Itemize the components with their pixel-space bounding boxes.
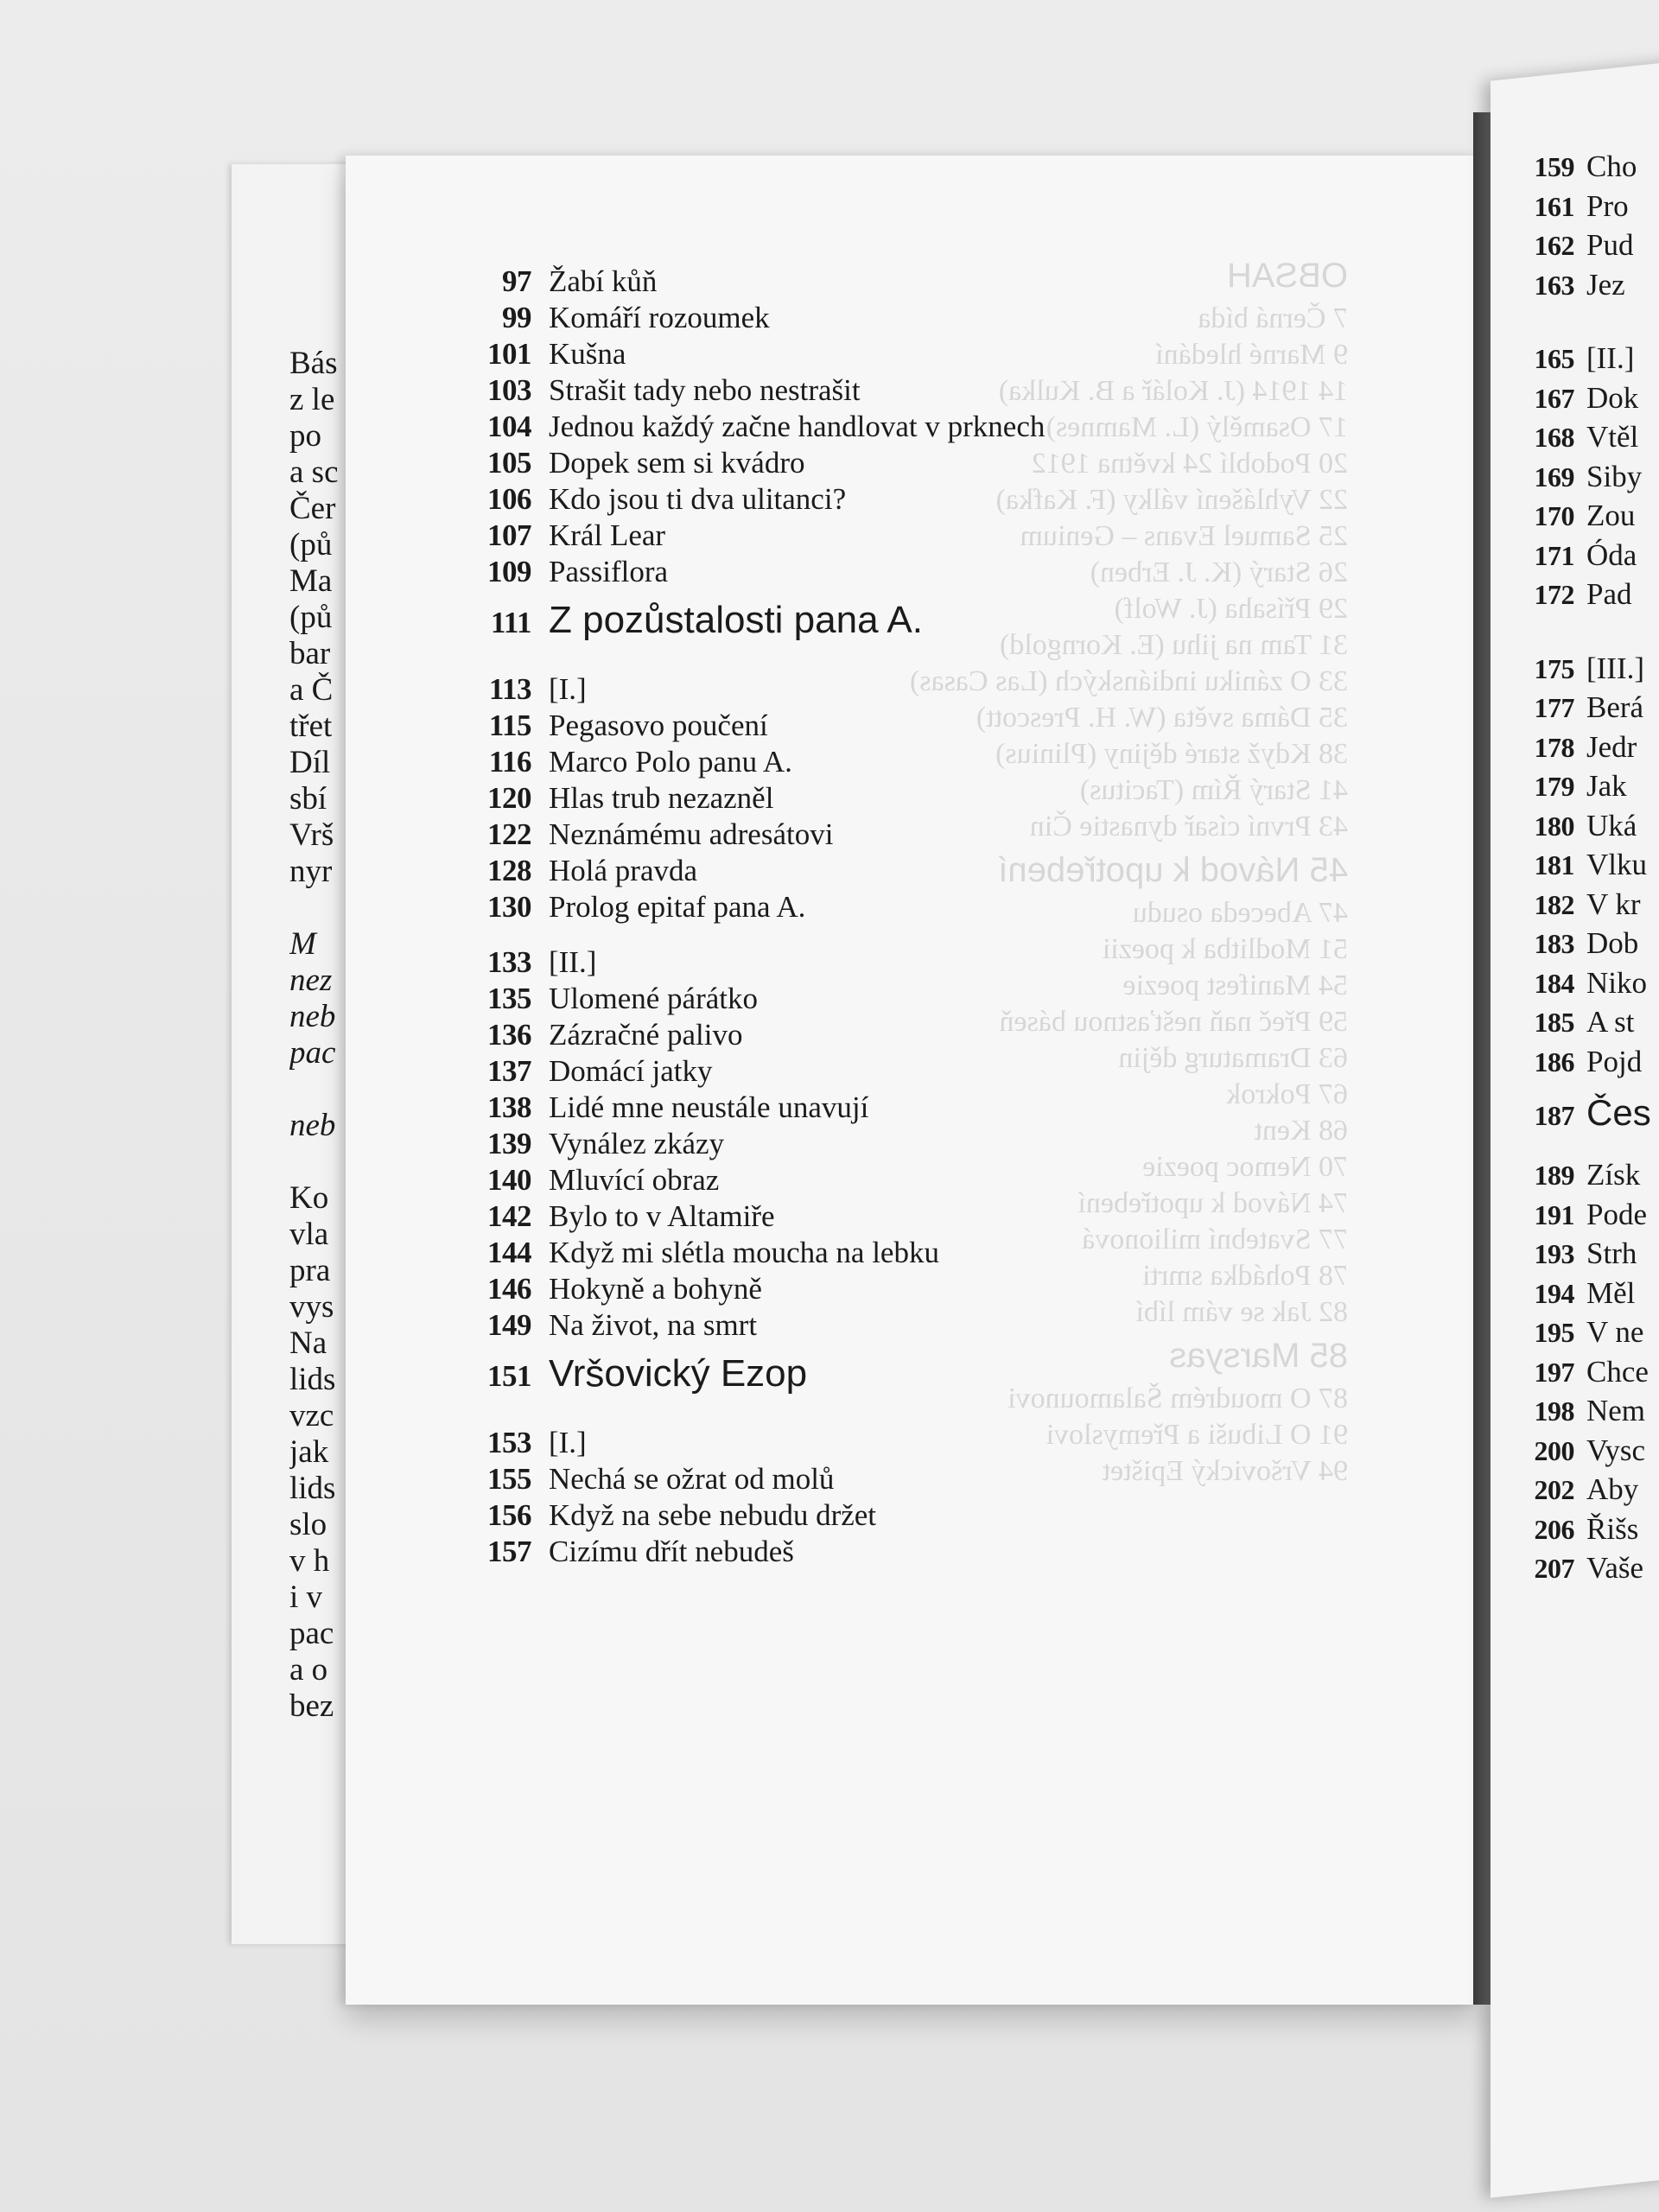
flap-text-line: pac	[289, 1616, 334, 1651]
toc-gap	[1529, 321, 1659, 339]
toc-page-number: 198	[1534, 1395, 1574, 1427]
toc-page-number: 165	[1534, 343, 1574, 374]
toc-page-number: 179	[1534, 771, 1574, 802]
toc-entry-title: Neznámému adresátovi	[549, 817, 834, 851]
toc-page-number: 169	[1534, 461, 1574, 493]
toc-page-number: 101	[487, 337, 531, 371]
flap-text-line: Čer	[289, 491, 336, 526]
toc-page-number: 195	[1534, 1317, 1574, 1348]
toc-entry-title: Chce	[1586, 1354, 1649, 1389]
ghost-line: 54 Manifest poezie	[1122, 969, 1348, 1001]
toc-section-title: Čes	[1586, 1092, 1651, 1133]
facing-page-toc	[1529, 147, 1659, 1745]
ghost-section: 45 Návod k upotřebení	[998, 851, 1348, 889]
toc-section-heading	[1529, 1093, 1659, 1145]
ghost-line: 59 Přeč naň nešťastnou báseň	[999, 1006, 1348, 1038]
toc-page-number: 116	[488, 745, 531, 779]
ghost-line: 67 Pokrok	[1226, 1078, 1348, 1110]
book-spine-edge	[1473, 112, 1492, 2005]
toc-entry	[1529, 147, 1659, 187]
toc-entry	[445, 944, 1102, 981]
toc-entry-title: Vaše	[1586, 1551, 1644, 1585]
toc-entry-title: [I.]	[549, 1426, 587, 1459]
flap-text-line: lids	[289, 1362, 336, 1397]
toc-entry-title: Žabí kůň	[549, 264, 658, 298]
toc-entry-title: Prolog epitaf pana A.	[549, 890, 806, 924]
toc-page-number: 146	[487, 1272, 531, 1306]
toc-entry-title: Pro	[1586, 188, 1629, 223]
ghost-line: 20 Podoblí 24 května 1912	[1031, 448, 1348, 480]
toc-entry-title: Lidé mne neustále unavují	[549, 1090, 869, 1124]
toc-section-title: Vršovický Ezop	[549, 1352, 808, 1395]
toc-page-number: 106	[487, 482, 531, 516]
toc-entry	[445, 1425, 1102, 1461]
toc-entry	[1529, 1042, 1659, 1082]
flap-text-line: (pů	[289, 527, 333, 563]
ghost-line: 26 Starý (K. J. Erben)	[1090, 556, 1348, 588]
toc-entry	[445, 518, 1102, 554]
toc-page-number: 162	[1534, 230, 1574, 261]
toc-page-number: 170	[1534, 500, 1574, 531]
toc-entry	[1529, 187, 1659, 226]
toc-page-number: 191	[1534, 1198, 1574, 1230]
toc-entry	[1529, 378, 1659, 418]
toc-entry	[1529, 1234, 1659, 1274]
ghost-line: 78 Pohádka smrti	[1142, 1260, 1348, 1292]
toc-entry	[445, 409, 1102, 445]
toc-entry-title: Vlku	[1586, 848, 1647, 881]
flap-text-line: a sc	[289, 454, 339, 490]
toc-entry-title: Pojd	[1586, 1044, 1643, 1078]
toc-entry	[1529, 1431, 1659, 1471]
toc-entry-title: Komáří rozoumek	[549, 301, 770, 334]
toc-entry-title: [I.]	[549, 672, 587, 706]
toc-entry	[1529, 1470, 1659, 1510]
ghost-line: 51 Modlitba k poezii	[1102, 933, 1348, 965]
flap-gap	[289, 1071, 350, 1108]
toc-entry	[445, 817, 1102, 853]
toc-entry-title: Nechá se ožrat od molů	[549, 1462, 835, 1496]
flap-text-line: vys	[289, 1289, 334, 1325]
toc-entry-title: Zázračné palivo	[549, 1018, 743, 1052]
toc-page-number: 156	[487, 1498, 531, 1532]
toc-section-page-number: 187	[1534, 1100, 1574, 1131]
flap-text-line: slo	[289, 1507, 327, 1542]
toc-entry-title: [II.]	[1586, 341, 1635, 375]
toc-page-number: 207	[1534, 1553, 1574, 1584]
toc-entry-title: Dob	[1586, 926, 1639, 960]
toc-entry-title: Uká	[1586, 808, 1637, 842]
flap-text-line: M	[289, 926, 316, 962]
toc-page-number: 136	[487, 1018, 531, 1052]
toc-section-heading	[445, 1352, 1102, 1411]
toc-page-number: 171	[1534, 539, 1574, 571]
flap-text-line: Vrš	[289, 817, 334, 853]
toc-entry-title: Bylo to v Altamiře	[549, 1199, 775, 1233]
ghost-line: 77 Svatební milionová	[1082, 1224, 1348, 1255]
toc-entry	[445, 1307, 1102, 1344]
toc-entry	[1529, 806, 1659, 846]
toc-entry-title: Cho	[1586, 149, 1637, 183]
flap-text-line: z le	[289, 382, 335, 417]
toc-entry	[445, 1271, 1102, 1307]
ghost-line: 82 Jak se vám líbí	[1135, 1296, 1348, 1328]
ghost-section: 85 Marsyas	[1169, 1337, 1348, 1375]
toc-page-number: 183	[1534, 928, 1574, 959]
toc-entry	[445, 853, 1102, 889]
toc-entry-title: Aby	[1586, 1472, 1639, 1506]
toc-entry-title: Řišs	[1586, 1511, 1639, 1546]
toc-page-number: 167	[1534, 382, 1574, 414]
toc-section-page-number: 111	[490, 606, 531, 639]
toc-page-number: 181	[1534, 849, 1574, 880]
flap-text-line: bez	[289, 1688, 334, 1724]
toc-page-number: 189	[1534, 1160, 1574, 1191]
toc-page-number: 142	[487, 1199, 531, 1233]
toc-page-number: 172	[1534, 579, 1574, 610]
toc-entry-title: A st	[1586, 1005, 1635, 1039]
flap-text-fragments	[289, 346, 350, 1815]
toc-page-number: 120	[487, 781, 531, 815]
toc-entry-title: V kr	[1586, 887, 1641, 921]
toc-page-number: 186	[1534, 1046, 1574, 1077]
toc-entry-title: Jak	[1586, 769, 1627, 803]
toc-entry	[1529, 845, 1659, 885]
flap-text-line: jak	[289, 1434, 329, 1470]
toc-entry-title: Hlas trub nezazněl	[549, 781, 774, 815]
toc-page-number: 149	[487, 1308, 531, 1342]
ghost-line: 94 Vršovický Epištet	[1102, 1455, 1348, 1487]
toc-section-heading	[445, 599, 1102, 658]
toc-entry	[445, 1235, 1102, 1271]
toc-entry	[445, 708, 1102, 744]
ghost-line: 14 1914 (J. Kolář a B. Kulka)	[998, 375, 1348, 407]
toc-entry-title: Vtěl	[1586, 420, 1639, 454]
toc-page-number: 194	[1534, 1277, 1574, 1309]
toc-gap	[1529, 632, 1659, 649]
toc-entry-title: Óda	[1586, 537, 1637, 572]
toc-entry-title: Král Lear	[549, 518, 666, 552]
toc-entry	[445, 1053, 1102, 1090]
ghost-line: 17 Osamělý (L. Mamnes)	[1046, 411, 1348, 443]
toc-entry	[445, 445, 1102, 481]
toc-entry	[445, 889, 1102, 925]
toc-entry	[1529, 924, 1659, 963]
flap-text-line: lids	[289, 1471, 336, 1506]
toc-page-number: 200	[1534, 1434, 1574, 1466]
ghost-line: 35 Dáma světa (W. H. Prescott)	[976, 702, 1348, 734]
toc-page-number: 155	[487, 1462, 531, 1496]
flap-gap	[289, 1144, 350, 1180]
toc-entry-title: Nem	[1586, 1394, 1646, 1427]
toc-entry-title: Měl	[1586, 1275, 1636, 1310]
toc-page-number: 138	[487, 1090, 531, 1124]
flap-text-line: v h	[289, 1543, 330, 1579]
toc-page-number: 159	[1534, 151, 1574, 182]
toc-entry-title: Pud	[1586, 228, 1634, 262]
toc-entry	[445, 1162, 1102, 1198]
ghost-line: 47 Abeceda osudu	[1132, 897, 1348, 929]
toc-entry	[445, 264, 1102, 300]
toc-entry	[1529, 649, 1659, 689]
flap-text-line: a o	[289, 1652, 328, 1688]
toc-entry	[1529, 457, 1659, 497]
toc-entry	[1529, 1195, 1659, 1235]
flap-text-line: nez	[289, 963, 333, 998]
toc-page-number: 113	[488, 672, 531, 706]
toc-entry	[1529, 1155, 1659, 1195]
toc-entry	[1529, 1002, 1659, 1042]
toc-page-number: 104	[487, 410, 531, 443]
flap-text-line: pac	[289, 1035, 336, 1071]
toc-entry	[1529, 226, 1659, 265]
ghost-line: 25 Samuel Evans – Genium	[1020, 520, 1348, 552]
toc-entry	[1529, 265, 1659, 305]
toc-entry-title: Pad	[1586, 577, 1632, 611]
flap-text-line: vla	[289, 1217, 329, 1252]
toc-entry-title: [III.]	[1586, 651, 1645, 685]
flap-text-line: Na	[289, 1325, 327, 1361]
toc-entry-title: Marco Polo panu A.	[549, 745, 792, 779]
toc-entry	[445, 744, 1102, 780]
ghost-line: 22 Vyhlášení války (F. Kafka)	[995, 484, 1348, 516]
toc-gap	[445, 925, 1102, 944]
toc-page-number: 202	[1534, 1474, 1574, 1505]
toc-entry	[445, 554, 1102, 590]
toc-entry-title: Dopek sem si kvádro	[549, 446, 805, 480]
flap-text-line: třet	[289, 709, 333, 744]
toc-entry	[445, 1497, 1102, 1534]
toc-entry-title: Hokyně a bohyně	[549, 1272, 762, 1306]
ghost-line: 38 Když staré dějiny (Plinius)	[995, 738, 1348, 770]
flap-text-line: (pů	[289, 600, 333, 635]
toc-entry	[1529, 536, 1659, 575]
toc-page-number: 109	[487, 555, 531, 588]
toc-page-number: 153	[487, 1426, 531, 1459]
toc-entry-title: Domácí jatky	[549, 1054, 713, 1088]
toc-entry	[445, 1126, 1102, 1162]
ghost-line: 29 Přísaha (J. Wolf)	[1114, 593, 1348, 625]
toc-page-number: 133	[487, 945, 531, 979]
toc-entry	[445, 1461, 1102, 1497]
toc-page-number: 185	[1534, 1007, 1574, 1038]
flap-gap	[289, 890, 350, 926]
toc-entry-title: Mluvící obraz	[549, 1163, 720, 1197]
toc-entry-title: Strašit tady nebo nestrašit	[549, 373, 861, 407]
flap-text-line: Ko	[289, 1180, 329, 1216]
toc-page-number: 157	[487, 1535, 531, 1568]
ghost-line: 41 Starý Řím (Tacitus)	[1079, 774, 1348, 806]
flap-text-line: Ma	[289, 563, 333, 599]
toc-page-number: 139	[487, 1127, 531, 1160]
toc-entry	[1529, 417, 1659, 457]
toc-entry-title: Pegasovo poučení	[549, 709, 768, 742]
toc-entry-title: Berá	[1586, 690, 1644, 724]
toc-entry-title: Na život, na smrt	[549, 1308, 758, 1342]
toc-page-number: 135	[487, 982, 531, 1015]
toc-page-number: 99	[502, 301, 531, 334]
toc-entry	[1529, 766, 1659, 806]
toc-page-number: 184	[1534, 967, 1574, 999]
ghost-line: 7 Černá bída	[1198, 302, 1348, 334]
toc-entry	[1529, 728, 1659, 767]
ghost-line: 33 O zániku indiánských (Las Casas)	[909, 665, 1348, 697]
flap-text-line: i v	[289, 1580, 323, 1615]
ghost-line: 74 Návod k upotřebení	[1077, 1187, 1348, 1219]
ghost-line: 63 Dramaturg dějin	[1118, 1042, 1348, 1074]
flap-text-line: neb	[289, 1108, 336, 1143]
toc-page-number: 177	[1534, 692, 1574, 723]
toc-section-title: Z pozůstalosti pana A.	[549, 599, 923, 641]
toc-entry-title: Kušna	[549, 337, 626, 371]
table-of-contents	[445, 264, 1102, 1570]
toc-page-number: 128	[487, 854, 531, 887]
toc-page-number: 137	[487, 1054, 531, 1088]
toc-entry-title: Zou	[1586, 499, 1636, 532]
flap-text-line: pra	[289, 1253, 331, 1288]
toc-page-number: 107	[487, 518, 531, 552]
toc-page-number: 97	[502, 264, 531, 298]
toc-page-number: 144	[487, 1236, 531, 1269]
ghost-line: 91 O Libuši a Přemyslovi	[1046, 1419, 1348, 1451]
toc-entry	[445, 1534, 1102, 1570]
flap-text-line: Díl	[289, 745, 331, 780]
toc-entry	[445, 1090, 1102, 1126]
toc-entry-title: Získ	[1586, 1158, 1641, 1192]
toc-page-number: 175	[1534, 652, 1574, 684]
toc-entry-title: Ulomené párátko	[549, 982, 758, 1015]
toc-entry	[445, 300, 1102, 336]
toc-page-number: 161	[1534, 190, 1574, 222]
toc-entry-title: Siby	[1586, 459, 1643, 493]
toc-entry	[1529, 885, 1659, 925]
toc-entry	[445, 1017, 1102, 1053]
toc-page-number: 140	[487, 1163, 531, 1197]
toc-page-number: 178	[1534, 731, 1574, 763]
ghost-line: 70 Nemoc poezie	[1142, 1151, 1348, 1183]
ghost-line: 31 Tam na jihu (E. Korngold)	[999, 629, 1348, 661]
toc-page-number: 193	[1534, 1238, 1574, 1269]
toc-entry-title: Cizímu dřít nebudeš	[549, 1535, 794, 1568]
toc-entry-title: Holá pravda	[549, 854, 698, 887]
toc-entry	[1529, 1548, 1659, 1588]
toc-entry-title: Jez	[1586, 267, 1625, 302]
flap-text-line: a Č	[289, 672, 334, 708]
toc-page-number: 182	[1534, 888, 1574, 920]
ghost-line: 68 Kent	[1254, 1115, 1348, 1147]
toc-entry	[1529, 1313, 1659, 1352]
flap-text-line: sbí	[289, 781, 327, 817]
toc-page-number: 197	[1534, 1356, 1574, 1388]
toc-entry-title: Pode	[1586, 1197, 1647, 1231]
toc-entry-title: V ne	[1586, 1315, 1644, 1349]
toc-entry	[1529, 339, 1659, 378]
toc-page-number: 163	[1534, 269, 1574, 301]
toc-page-number: 103	[487, 373, 531, 407]
flap-text-line: nyr	[289, 854, 333, 889]
toc-entry-title: Kdo jsou ti dva ulitanci?	[549, 482, 847, 516]
toc-page-number: 130	[487, 890, 531, 924]
toc-entry	[1529, 1391, 1659, 1431]
toc-entry	[1529, 496, 1659, 536]
flap-text-line: neb	[289, 999, 336, 1034]
ghost-line: 9 Marné hledání	[1155, 339, 1348, 371]
toc-entry	[445, 780, 1102, 817]
toc-entry	[445, 671, 1102, 708]
toc-gap	[1529, 304, 1659, 321]
toc-page-number: 180	[1534, 810, 1574, 842]
toc-entry-title: Vynález zkázy	[549, 1127, 725, 1160]
toc-entry	[1529, 1510, 1659, 1549]
toc-entry-title: Když na sebe nebudu držet	[549, 1498, 877, 1532]
toc-page-number: 105	[487, 446, 531, 480]
toc-entry	[445, 981, 1102, 1017]
flap-text-line: Bás	[289, 346, 338, 381]
toc-entry	[1529, 1352, 1659, 1392]
ghost-line: 87 O moudrém Šalamounovi	[1007, 1382, 1348, 1414]
toc-entry	[1529, 688, 1659, 728]
toc-entry-title: Niko	[1586, 965, 1647, 1000]
toc-entry-title: [II.]	[549, 945, 597, 979]
toc-page-number: 122	[487, 817, 531, 851]
toc-entry-title: Strh	[1586, 1236, 1637, 1270]
toc-entry-title: Jednou každý začne handlovat v prknech	[549, 410, 1046, 443]
toc-entry-title: Když mi slétla moucha na lebku	[549, 1236, 939, 1269]
toc-entry	[445, 1198, 1102, 1235]
toc-entry	[1529, 575, 1659, 614]
toc-page-number: 206	[1534, 1513, 1574, 1545]
flap-text-line: vzc	[289, 1398, 334, 1433]
toc-gap	[1529, 614, 1659, 632]
toc-entry	[445, 336, 1102, 372]
ghost-line: 43 První císař dynastie Čin	[1029, 810, 1348, 842]
flap-text-line: po	[289, 418, 321, 454]
toc-page-number: 168	[1534, 422, 1574, 453]
toc-entry	[1529, 963, 1659, 1003]
toc-entry	[445, 372, 1102, 409]
toc-entry-title: Dok	[1586, 380, 1639, 415]
toc-entry-title: Vysc	[1586, 1433, 1646, 1467]
toc-entry	[1529, 1274, 1659, 1313]
toc-section-page-number: 151	[487, 1359, 531, 1393]
ghost-header: OBSAH	[1226, 257, 1348, 295]
toc-entry-title: Passiflora	[549, 555, 669, 588]
toc-page-number: 115	[488, 709, 531, 742]
toc-entry	[445, 481, 1102, 518]
flap-text-line: bar	[289, 636, 331, 671]
toc-entry-title: Jedr	[1586, 729, 1637, 764]
